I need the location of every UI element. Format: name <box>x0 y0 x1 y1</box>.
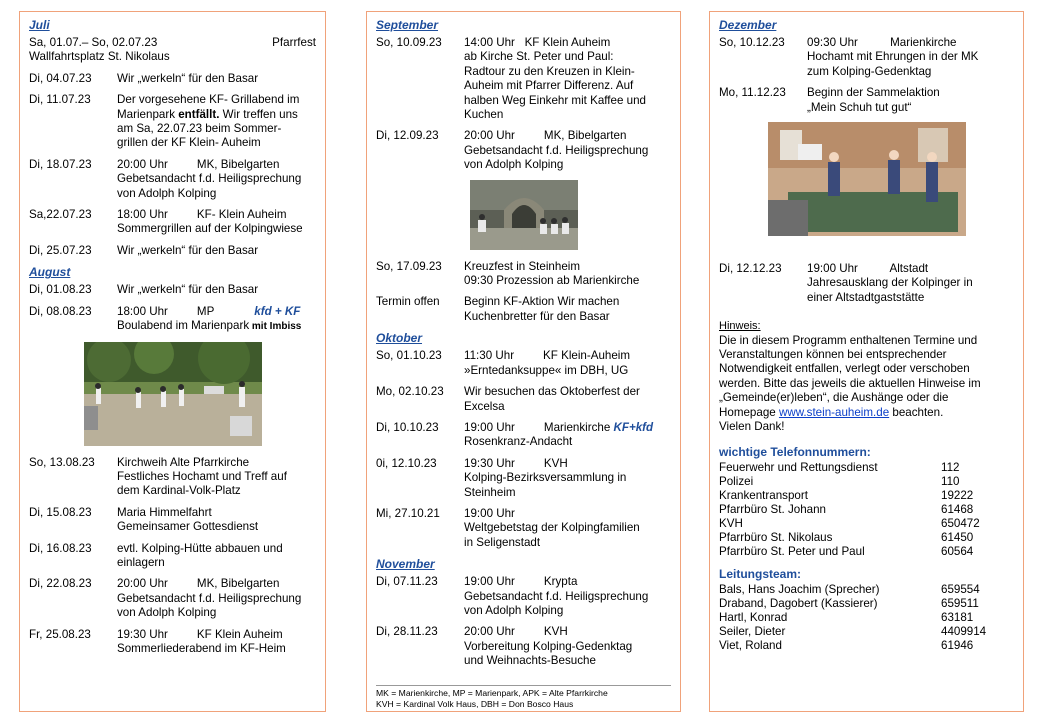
event-line <box>464 385 671 399</box>
event-line-text: evtl. Kolping-Hütte abbauen und <box>117 541 283 555</box>
event-line-text: 19:00 Uhr Marienkirche <box>464 420 614 434</box>
event-details <box>464 575 671 618</box>
event-line-text: Gebetsandacht f.d. Heiligsprechung <box>117 591 302 605</box>
phone-row <box>719 583 1014 597</box>
event-line <box>464 421 671 435</box>
thanks-text: Vielen Dank! <box>719 420 785 434</box>
phone-row <box>719 625 1014 639</box>
event-line-text: Wir „werkeln“ für den Basar <box>117 243 259 257</box>
event-line <box>807 50 1014 64</box>
event-line <box>464 471 671 485</box>
event-date: So, 10.09.23 <box>376 36 442 49</box>
event-entry <box>719 86 1014 115</box>
event-details <box>117 158 316 201</box>
homepage-suffix: beachten. <box>889 405 944 419</box>
event-line <box>117 283 316 297</box>
event-line-text: Hochamt mit Ehrungen in der MK <box>807 50 979 64</box>
event-group-tag: KF+kfd <box>613 420 654 434</box>
event-date: Mi, 27.10.21 <box>376 506 440 520</box>
event-date: Di, 22.08.23 <box>29 577 92 591</box>
event-line <box>117 172 316 186</box>
event-line <box>117 642 316 656</box>
panel-sept-nov <box>366 11 681 712</box>
event-line <box>117 470 316 484</box>
event-line <box>464 536 671 550</box>
event-details <box>117 283 316 297</box>
hinweis-line: Die in diesem Programm enthaltenen Termine und <box>719 333 978 347</box>
month-heading-dezember: Dezember <box>719 18 777 32</box>
event-line-text: Festliches Hochamt und Treff auf <box>117 469 287 483</box>
event-line <box>464 129 671 143</box>
abbreviation-legend <box>376 685 671 709</box>
event-line-text: Der vorgesehene KF- Grillabend im <box>117 93 300 107</box>
event-line-text: Kreuzfest in Steinheim <box>464 259 580 273</box>
event-entry <box>376 625 671 668</box>
hinweis-label: Hinweis: <box>719 320 761 333</box>
legend-line-1: MK = Marienkirche, MP = Marienpark, APK = Alte Pfarrkirche <box>376 688 608 698</box>
event-line-text: Kolping-Bezirksversammlung in <box>464 471 627 485</box>
event-details <box>464 295 671 324</box>
event-line <box>117 606 316 620</box>
event-line <box>117 456 316 470</box>
event-details <box>464 457 671 500</box>
leitung-title: Leitungsteam: <box>719 566 802 581</box>
phone-name: Viet, Roland <box>719 639 782 653</box>
panel-december-info <box>709 11 1024 712</box>
event-date: Di, 08.08.23 <box>29 304 92 318</box>
event-line-text: einlagern <box>117 555 165 569</box>
event-line-text: Marienpark entfällt. Wir treffen uns <box>117 107 298 121</box>
event-line <box>117 208 316 222</box>
phone-name: Polizei <box>719 474 754 488</box>
phone-name: Krankentransport <box>719 488 808 502</box>
event-line <box>117 506 316 520</box>
event-entry <box>29 208 316 237</box>
event-date: Mo, 11.12.23 <box>719 86 786 100</box>
event-date: Sa, 01.07.– So, 02.07.23 <box>29 36 158 49</box>
phone-number: 63181 <box>941 611 974 625</box>
event-line <box>464 507 671 521</box>
event-line-text: 19:00 Uhr Altstadt <box>807 262 929 276</box>
event-line <box>117 542 316 556</box>
event-line <box>464 144 671 158</box>
event-entry <box>376 385 671 414</box>
event-line <box>464 457 671 471</box>
phone-name: Hartl, Konrad <box>719 611 788 625</box>
event-line <box>807 291 1014 305</box>
event-line <box>117 244 316 258</box>
phone-row <box>719 639 1014 653</box>
event-line <box>464 435 671 449</box>
event-line-text: am Sa, 22.07.23 beim Sommer- <box>117 122 282 136</box>
event-line-text: 19:30 Uhr KVH <box>464 456 568 470</box>
phone-name: Feuerwehr und Rettungsdienst <box>719 460 878 474</box>
event-entry <box>29 542 316 571</box>
legend-line-2: KVH = Kardinal Volk Haus, DBH = Don Bosco Haus <box>376 698 574 709</box>
event-date: So, 10.12.23 <box>719 36 785 49</box>
event-line-text: Wir besuchen das Oktoberfest der <box>464 385 640 399</box>
event-line <box>117 319 316 334</box>
phone-number: 19222 <box>941 488 974 502</box>
event-line-text: 18:00 Uhr KF- Klein Auheim <box>117 208 287 222</box>
event-line-text: von Adolph Kolping <box>117 186 217 200</box>
phone-name: Pfarrbüro St. Nikolaus <box>719 530 833 544</box>
event-line <box>117 93 316 107</box>
event-details <box>464 260 671 289</box>
event-line-text: dem Kardinal-Volk-Platz <box>117 484 241 498</box>
homepage-link[interactable]: www.stein-auheim.de <box>778 405 890 419</box>
hinweis-line: Notwendigkeit entfallen, verlegt oder verschoben <box>719 362 970 376</box>
month-heading-november: November <box>376 557 435 572</box>
event-entry <box>29 577 316 620</box>
phone-name: Bals, Hans Joachim (Sprecher) <box>719 583 880 597</box>
event-line <box>807 86 1014 100</box>
event-line-text: Weltgebetstag der Kolpingfamilien <box>464 521 640 535</box>
event-details <box>464 625 671 668</box>
event-line: Wallfahrtsplatz St. Nikolaus <box>29 50 170 64</box>
event-line <box>117 556 316 570</box>
event-line-text: Excelsa <box>464 399 505 413</box>
event-line <box>464 260 671 274</box>
phone-row <box>719 475 1014 489</box>
event-details <box>117 244 316 258</box>
event-date: Fr, 25.08.23 <box>29 627 91 641</box>
event-details <box>117 628 316 657</box>
hinweis-line: werden. Bitte das jeweils die aktuellen Hinweise im <box>719 376 981 390</box>
event-entry <box>376 260 671 289</box>
phone-name: KVH <box>719 516 743 530</box>
event-line-text: 09:30 Uhr Marienkirche <box>807 36 957 49</box>
event-date: Di, 25.07.23 <box>29 243 92 257</box>
boule-photo <box>84 342 262 446</box>
hinweis-text <box>719 334 1014 406</box>
event-date: 0i, 12.10.23 <box>376 456 437 470</box>
event-entry <box>29 628 316 657</box>
event-line-text: 20:00 Uhr MK, Bibelgarten <box>117 157 280 171</box>
event-entry <box>376 349 671 378</box>
event-line <box>807 276 1014 290</box>
hinweis-line: „Gemeinde(er)leben“, die Aushänge oder die <box>719 391 949 405</box>
event-line-text: Sommergrillen auf der Kolpingwiese <box>117 222 303 236</box>
event-line-text: halben Weg Einkehr mit Kaffee und <box>464 93 646 107</box>
event-line <box>464 50 671 64</box>
panel-july-august <box>19 11 326 712</box>
event-details <box>117 208 316 237</box>
event-line <box>464 654 671 668</box>
event-entry <box>719 262 1014 305</box>
event-date: Di, 04.07.23 <box>29 71 92 85</box>
event-date: Di, 07.11.23 <box>376 575 438 589</box>
event-suffix: mit Imbiss <box>249 321 302 333</box>
event-line-text: Jahresausklang der Kolpinger in <box>807 276 973 290</box>
phone-number: 659554 <box>941 583 980 597</box>
phone-number: 110 <box>941 474 960 488</box>
event-line-text: Gebetsandacht f.d. Heiligsprechung <box>464 589 649 603</box>
event-line-text: 19:30 Uhr KF Klein Auheim <box>117 627 283 641</box>
phone-name: Pfarrbüro St. Johann <box>719 502 826 516</box>
event-line-text: Wir „werkeln“ für den Basar <box>117 71 259 85</box>
event-line <box>464 604 671 618</box>
event-details <box>464 36 671 122</box>
event-details <box>117 72 316 86</box>
phone-name: Pfarrbüro St. Peter und Paul <box>719 544 865 558</box>
event-date: So, 17.09.23 <box>376 259 442 273</box>
event-entry <box>29 158 316 201</box>
event-line-text: Beginn KF-Aktion Wir machen <box>464 295 620 309</box>
event-line-text: und Weihnachts-Besuche <box>464 654 596 668</box>
homepage-line <box>719 406 1014 420</box>
event-line-text: einer Altstadtgaststätte <box>807 290 925 304</box>
event-date: Di, 01.08.23 <box>29 283 92 297</box>
event-details <box>117 456 316 499</box>
event-line-text: 19:00 Uhr Krypta <box>464 575 578 589</box>
event-line-text: Kirchweih Alte Pfarrkirche <box>117 455 250 469</box>
event-line-text: Sommerliederabend im KF-Heim <box>117 641 286 655</box>
event-entry <box>29 244 316 258</box>
event-line <box>464 108 671 122</box>
event-line-text: Steinheim <box>464 485 516 499</box>
event-line-text: Rosenkranz-Andacht <box>464 435 573 449</box>
event-details <box>464 349 671 378</box>
event-line-text: Wir „werkeln“ für den Basar <box>117 283 259 297</box>
event-details <box>117 93 316 151</box>
event-group-tag: kfd + KF <box>254 304 301 318</box>
event-line <box>464 400 671 414</box>
phone-number: 61450 <box>941 530 974 544</box>
event-line <box>117 520 316 534</box>
event-line <box>464 575 671 589</box>
phone-number: 659511 <box>941 597 979 611</box>
event-line-text: in Seligenstadt <box>464 535 541 549</box>
event-date: Di, 18.07.23 <box>29 157 92 171</box>
event-entry <box>29 305 316 335</box>
event-line <box>117 305 316 319</box>
event-line <box>117 108 316 122</box>
event-line <box>464 79 671 93</box>
month-heading-oktober: Oktober <box>376 331 423 346</box>
month-heading-september: September <box>376 18 439 32</box>
phone-row <box>719 531 1014 545</box>
event-line <box>117 484 316 498</box>
event-date: Di, 10.10.23 <box>376 420 439 434</box>
event-line <box>117 158 316 172</box>
event-entry <box>376 507 671 550</box>
event-line-text: Vorbereitung Kolping-Gedenktag <box>464 639 633 653</box>
phone-number: 112 <box>941 460 960 474</box>
event-line-text: »Erntedanksuppe« im DBH, UG <box>464 363 629 377</box>
event-line-text: 20:00 Uhr MK, Bibelgarten <box>464 129 627 143</box>
event-line <box>117 187 316 201</box>
event-line <box>464 295 671 309</box>
event-details <box>807 86 1014 115</box>
event-line-text: 19:00 Uhr <box>464 506 515 520</box>
phone-name: Draband, Dagobert (Kassierer) <box>719 597 878 611</box>
event-line <box>117 577 316 591</box>
event-line <box>807 101 1014 115</box>
event-line <box>117 628 316 642</box>
event-entry <box>29 456 316 499</box>
event-line <box>464 590 671 604</box>
event-line-text: 18:00 Uhr MP <box>117 304 215 318</box>
phone-number: 61946 <box>941 639 974 653</box>
event-line-text: zum Kolping-Gedenktag <box>807 64 932 78</box>
event-details <box>117 305 316 335</box>
event-line <box>464 349 671 363</box>
event-line <box>464 486 671 500</box>
event-date: So, 13.08.23 <box>29 455 95 469</box>
event-line-text: 20:00 Uhr MK, Bibelgarten <box>117 577 280 591</box>
event-date: Di, 28.11.23 <box>376 625 438 639</box>
telefon-title: wichtige Telefonnummern: <box>719 444 871 459</box>
event-date-line <box>29 36 316 50</box>
phone-number: 61468 <box>941 502 974 516</box>
event-entry <box>29 72 316 86</box>
month-heading: August <box>29 265 71 280</box>
event-details <box>464 385 671 414</box>
event-line <box>464 625 671 639</box>
event-line <box>807 36 1014 50</box>
event-line-text: Gebetsandacht f.d. Heiligsprechung <box>464 143 649 157</box>
event-line-text: Gemeinsamer Gottesdienst <box>117 520 259 534</box>
phone-number: 4409914 <box>941 625 987 639</box>
event-entry <box>29 36 316 65</box>
event-entry <box>376 421 671 450</box>
event-entry <box>376 36 671 122</box>
phone-number: 60564 <box>941 544 974 558</box>
event-line <box>464 364 671 378</box>
event-entry <box>719 36 1014 79</box>
event-line <box>464 274 671 288</box>
event-line <box>464 640 671 654</box>
event-entry <box>29 93 316 151</box>
event-details <box>807 262 1014 305</box>
event-details <box>464 129 671 172</box>
event-details <box>117 542 316 571</box>
event-line-text: „Mein Schuh tut gut“ <box>807 100 912 114</box>
phone-row <box>719 597 1014 611</box>
event-line-text: Kuchenbretter für den Basar <box>464 309 610 323</box>
event-date: Di, 12.09.23 <box>376 129 439 143</box>
event-date: Di, 12.12.23 <box>719 262 782 276</box>
event-line-text: Beginn der Sammelaktion <box>807 86 940 100</box>
event-line <box>807 262 1014 276</box>
homepage-prefix: Homepage <box>719 405 779 419</box>
event-date: Mo, 02.10.23 <box>376 385 444 399</box>
event-line <box>464 310 671 324</box>
phone-row <box>719 517 1014 531</box>
basar-photo <box>768 122 966 236</box>
event-line <box>117 222 316 236</box>
event-line-text: Maria Himmelfahrt <box>117 505 212 519</box>
event-line-text: von Adolph Kolping <box>464 603 564 617</box>
bibelgarten-photo <box>470 180 578 250</box>
event-line-text: 14:00 Uhr KF Klein Auheim <box>464 36 611 49</box>
event-line-text: Radtour zu den Kreuzen in Klein- <box>464 64 635 78</box>
event-date: Di, 11.07.23 <box>29 93 91 107</box>
event-line-text: ab Kirche St. Peter und Paul: <box>464 50 614 64</box>
event-line <box>464 36 671 50</box>
event-date: Termin offen <box>376 295 440 309</box>
month-heading: Juli <box>29 18 50 32</box>
event-line-text: Kuchen <box>464 108 504 122</box>
event-entry <box>376 457 671 500</box>
event-date: Sa,22.07.23 <box>29 208 92 222</box>
event-details <box>117 577 316 620</box>
event-line <box>117 72 316 86</box>
event-line <box>117 592 316 606</box>
event-line <box>464 65 671 79</box>
phone-row <box>719 611 1014 625</box>
event-line-text: 09:30 Prozession ab Marienkirche <box>464 274 640 288</box>
event-line <box>464 94 671 108</box>
event-line-text: Boulabend im Marienpark <box>117 319 250 333</box>
event-entry <box>29 283 316 297</box>
event-entry <box>376 575 671 618</box>
event-details <box>464 507 671 550</box>
event-line-text: grillen der KF Klein- Auheim <box>117 136 261 150</box>
event-line-text: 11:30 Uhr KF Klein-Auheim <box>464 349 631 363</box>
event-line-text: Auheim mit Pfarrer Differenz. Auf <box>464 79 634 93</box>
event-date: So, 01.10.23 <box>376 349 442 363</box>
phone-number: 650472 <box>941 516 980 530</box>
event-line-text: 20:00 Uhr KVH <box>464 625 568 639</box>
event-line-text: von Adolph Kolping <box>464 158 564 172</box>
event-details <box>807 36 1014 79</box>
phone-name: Seiler, Dieter <box>719 625 786 639</box>
phone-row <box>719 545 1014 559</box>
event-date: Di, 15.08.23 <box>29 505 92 519</box>
hinweis-line: Veranstaltungen können bei entsprechender <box>719 348 947 362</box>
event-details <box>117 506 316 535</box>
event-entry <box>29 506 316 535</box>
event-date: Di, 16.08.23 <box>29 541 92 555</box>
event-line-text: von Adolph Kolping <box>117 606 217 620</box>
event-entry <box>376 129 671 172</box>
event-line <box>117 136 316 150</box>
event-line: Pfarrfest <box>262 36 316 49</box>
event-line <box>464 521 671 535</box>
phone-row <box>719 461 1014 475</box>
event-details <box>464 421 671 450</box>
event-line <box>117 122 316 136</box>
event-entry <box>376 295 671 324</box>
event-line-text: Gebetsandacht f.d. Heiligsprechung <box>117 172 302 186</box>
event-line <box>464 158 671 172</box>
phone-row <box>719 503 1014 517</box>
phone-row <box>719 489 1014 503</box>
event-line <box>807 65 1014 79</box>
